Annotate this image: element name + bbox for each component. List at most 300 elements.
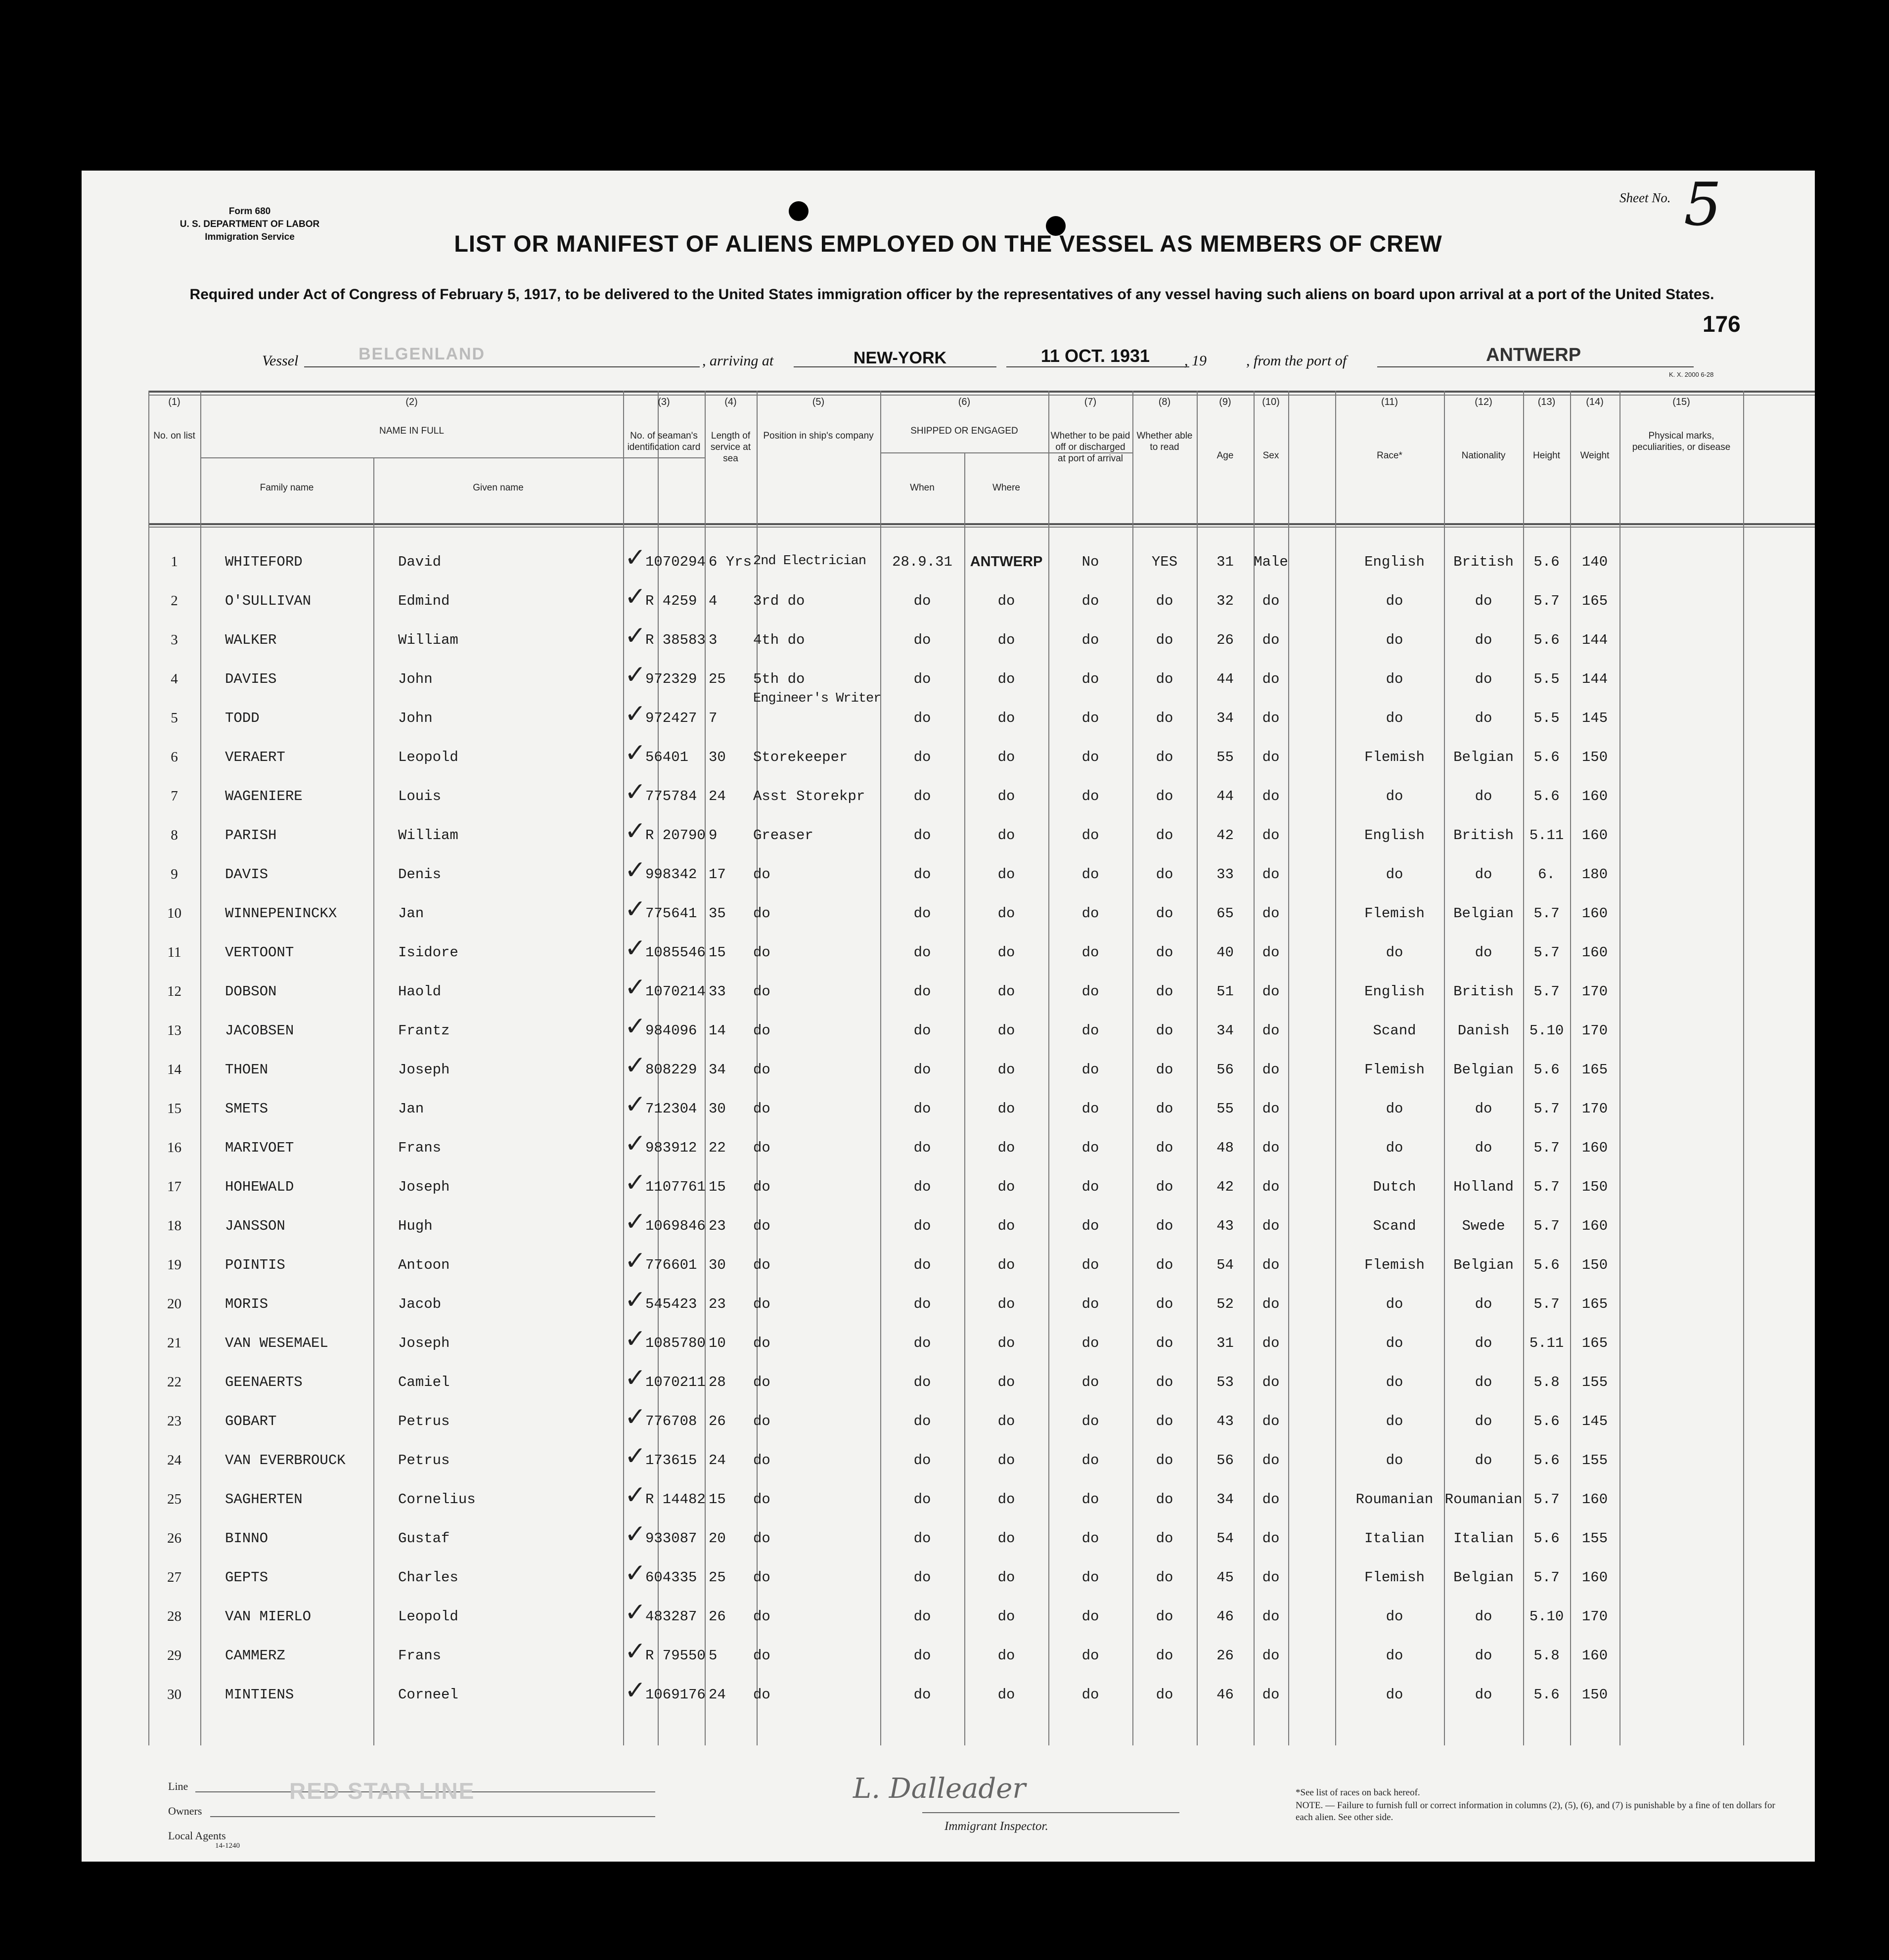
cell-family: BINNO <box>225 1530 269 1547</box>
cell-no: 5 <box>171 710 178 726</box>
cell-sex: do <box>1262 1023 1280 1039</box>
cell-nationality: do <box>1475 593 1492 609</box>
cell-no: 20 <box>167 1296 181 1312</box>
cell-age: 48 <box>1216 1140 1234 1156</box>
cell-weight: 165 <box>1581 1335 1608 1351</box>
cell-age: 31 <box>1216 554 1234 570</box>
cell-family: MORIS <box>225 1296 269 1312</box>
cell-sex: Male <box>1254 554 1288 570</box>
cell-service: 25 <box>709 671 726 687</box>
cell-age: 52 <box>1216 1296 1234 1312</box>
cell-given: Joseph <box>398 1062 450 1078</box>
cell-no: 28 <box>167 1608 181 1624</box>
cell-given: John <box>398 671 433 687</box>
cell-position: do <box>753 1023 770 1039</box>
cell-height: 5.7 <box>1533 593 1560 609</box>
check-mark-icon: ✓ <box>625 543 646 573</box>
cell-position: do <box>753 1335 770 1351</box>
cell-family: DOBSON <box>225 983 277 1000</box>
cell-read: do <box>1156 1101 1173 1117</box>
check-mark-icon: ✓ <box>625 1207 646 1237</box>
column-number: (5) <box>812 397 825 407</box>
cell-service: 23 <box>709 1296 726 1312</box>
cell-card: 1070294 <box>645 554 706 570</box>
local-agents-label: Local Agents <box>168 1829 226 1842</box>
cell-no: 17 <box>167 1179 181 1195</box>
cell-service: 6 Yrs <box>709 554 752 570</box>
cell-when: do <box>913 1374 931 1390</box>
cell-age: 65 <box>1216 905 1234 922</box>
cell-given: Isidore <box>398 944 458 961</box>
cell-where: do <box>997 1101 1015 1117</box>
cell-no: 29 <box>167 1648 181 1663</box>
cell-where: do <box>997 1608 1015 1625</box>
cell-where: do <box>997 1491 1015 1508</box>
cell-no: 6 <box>171 749 178 765</box>
cell-age: 34 <box>1216 710 1234 726</box>
cell-paid: do <box>1081 1648 1099 1664</box>
cell-given: Frans <box>398 1648 442 1664</box>
cell-paid: do <box>1081 866 1099 883</box>
cell-nationality: Belgian <box>1453 1257 1514 1273</box>
cell-race: do <box>1386 788 1403 804</box>
page-title: LIST OR MANIFEST OF ALIENS EMPLOYED ON THE VESSEL AS MEMBERS OF CREW <box>454 230 1442 257</box>
cell-paid: do <box>1081 1374 1099 1390</box>
cell-when: do <box>913 1413 931 1429</box>
cell-service: 23 <box>709 1218 726 1234</box>
cell-age: 42 <box>1216 827 1234 844</box>
cell-card: 1085780 <box>645 1335 706 1351</box>
cell-weight: 160 <box>1581 1491 1608 1508</box>
cell-race: Flemish <box>1364 905 1425 922</box>
cell-card: 972427 <box>645 710 697 726</box>
cell-service: 15 <box>709 944 726 961</box>
cell-when: do <box>913 944 931 961</box>
cell-nationality: Swede <box>1462 1218 1505 1234</box>
cell-weight: 160 <box>1581 788 1608 804</box>
cell-given: Cornelius <box>398 1491 476 1508</box>
cell-service: 7 <box>709 710 718 726</box>
cell-read: do <box>1156 1687 1173 1703</box>
cell-position: do <box>753 1491 770 1508</box>
cell-weight: 165 <box>1581 1296 1608 1312</box>
cell-where: do <box>997 1257 1015 1273</box>
cell-service: 30 <box>709 1101 726 1117</box>
cell-family: GOBART <box>225 1413 277 1429</box>
cell-nationality: do <box>1475 1608 1492 1625</box>
check-mark-icon: ✓ <box>625 1441 646 1471</box>
cell-height: 5.7 <box>1533 1179 1560 1195</box>
cell-service: 9 <box>709 827 718 844</box>
cell-where: do <box>997 905 1015 922</box>
cell-sex: do <box>1262 1218 1280 1234</box>
cell-card: 1070214 <box>645 983 706 1000</box>
cell-paid: do <box>1081 788 1099 804</box>
check-mark-icon: ✓ <box>625 1598 646 1627</box>
cell-age: 44 <box>1216 788 1234 804</box>
cell-nationality: do <box>1475 1648 1492 1664</box>
stamp-number: 176 <box>1703 311 1741 337</box>
cell-where: do <box>997 1374 1015 1390</box>
cell-paid: do <box>1081 1218 1099 1234</box>
cell-race: do <box>1386 1335 1403 1351</box>
cell-height: 5.7 <box>1533 1569 1560 1586</box>
cell-given: Petrus <box>398 1413 450 1429</box>
column-header: SHIPPED OR ENGAGED <box>910 426 1018 436</box>
races-note: *See list of races on back hereof. <box>1296 1787 1420 1798</box>
cell-age: 44 <box>1216 671 1234 687</box>
cell-given: Petrus <box>398 1452 450 1469</box>
vessel-name: BELGENLAND <box>359 345 486 363</box>
cell-when: do <box>913 1062 931 1078</box>
cell-service: 30 <box>709 749 726 765</box>
cell-given: Frantz <box>398 1023 450 1039</box>
column-number: (13) <box>1537 397 1556 407</box>
cell-position: do <box>753 1257 770 1273</box>
cell-family: GEPTS <box>225 1569 269 1586</box>
cell-height: 5.6 <box>1533 1413 1560 1429</box>
from-port-label: , from the port of <box>1246 353 1347 369</box>
column-number: (11) <box>1381 397 1398 407</box>
cell-when: do <box>913 1608 931 1625</box>
cell-height: 5.6 <box>1533 1062 1560 1078</box>
cell-service: 20 <box>709 1530 726 1547</box>
cell-read: do <box>1156 788 1173 804</box>
cell-no: 2 <box>171 593 178 609</box>
cell-card: 1069846 <box>645 1218 706 1234</box>
cell-when: do <box>913 827 931 844</box>
cell-card: 776601 <box>645 1257 697 1273</box>
check-mark-icon: ✓ <box>625 1559 646 1588</box>
cell-no: 16 <box>167 1140 181 1156</box>
cell-given: William <box>398 632 458 648</box>
cell-service: 5 <box>709 1648 718 1664</box>
cell-sex: do <box>1262 1648 1280 1664</box>
cell-sex: do <box>1262 1491 1280 1508</box>
cell-no: 14 <box>167 1062 181 1077</box>
cell-read: do <box>1156 1374 1173 1390</box>
cell-height: 5.7 <box>1533 1218 1560 1234</box>
cell-age: 55 <box>1216 749 1234 765</box>
inspector-label: Immigrant Inspector. <box>944 1820 1048 1833</box>
cell-weight: 150 <box>1581 749 1608 765</box>
cell-read: do <box>1156 1452 1173 1469</box>
cell-paid: do <box>1081 1413 1099 1429</box>
manifest-sheet <box>82 171 1815 1862</box>
cell-height: 5.5 <box>1533 710 1560 726</box>
cell-card: 984096 <box>645 1023 697 1039</box>
cell-family: DAVIS <box>225 866 269 883</box>
cell-paid: do <box>1081 1023 1099 1039</box>
cell-read: do <box>1156 905 1173 922</box>
cell-read: do <box>1156 866 1173 883</box>
cell-no: 8 <box>171 827 178 843</box>
cell-when: do <box>913 1257 931 1273</box>
cell-height: 5.7 <box>1533 983 1560 1000</box>
cell-height: 5.7 <box>1533 1296 1560 1312</box>
cell-weight: 144 <box>1581 632 1608 648</box>
cell-race: Flemish <box>1364 749 1425 765</box>
cell-height: 5.6 <box>1533 632 1560 648</box>
cell-sex: do <box>1262 710 1280 726</box>
cell-service: 30 <box>709 1257 726 1273</box>
cell-race: Flemish <box>1364 1062 1425 1078</box>
cell-no: 22 <box>167 1374 181 1390</box>
cell-position: do <box>753 1608 770 1625</box>
cell-family: THOEN <box>225 1062 269 1078</box>
cell-where: do <box>997 827 1015 844</box>
cell-nationality: do <box>1475 1101 1492 1117</box>
cell-family: VERTOONT <box>225 944 294 961</box>
cell-given: Joseph <box>398 1335 450 1351</box>
cell-service: 35 <box>709 905 726 922</box>
cell-family: MINTIENS <box>225 1687 294 1703</box>
cell-race: English <box>1364 827 1425 844</box>
cell-weight: 145 <box>1581 1413 1608 1429</box>
cell-card: 545423 <box>645 1296 697 1312</box>
cell-read: YES <box>1151 554 1178 570</box>
sheet-label: Sheet No. <box>1619 190 1671 205</box>
cell-no: 21 <box>167 1335 181 1351</box>
cell-position: do <box>753 1179 770 1195</box>
cell-no: 4 <box>171 671 178 687</box>
cell-paid: do <box>1081 1608 1099 1625</box>
cell-service: 24 <box>709 788 726 804</box>
cell-age: 54 <box>1216 1530 1234 1547</box>
cell-race: do <box>1386 1296 1403 1312</box>
cell-position: do <box>753 1569 770 1586</box>
cell-family: TODD <box>225 710 260 726</box>
cell-no: 1 <box>171 554 178 570</box>
cell-position: do <box>753 1413 770 1429</box>
cell-nationality: British <box>1453 983 1514 1000</box>
cell-race: do <box>1386 866 1403 883</box>
inspector-signature: L. Dalleader <box>853 1773 1026 1805</box>
cell-card: 998342 <box>645 866 697 883</box>
cell-when: do <box>913 1648 931 1664</box>
cell-position: do <box>753 944 770 961</box>
check-mark-icon: ✓ <box>625 973 646 1002</box>
cell-paid: do <box>1081 1335 1099 1351</box>
cell-when: do <box>913 1452 931 1469</box>
cell-read: do <box>1156 1218 1173 1234</box>
cell-nationality: do <box>1475 1140 1492 1156</box>
cell-height: 5.6 <box>1533 788 1560 804</box>
check-mark-icon: ✓ <box>625 1168 646 1198</box>
cell-where: do <box>997 983 1015 1000</box>
cell-read: do <box>1156 1140 1173 1156</box>
cell-weight: 150 <box>1581 1687 1608 1703</box>
cell-where: do <box>997 593 1015 609</box>
check-mark-icon: ✓ <box>625 934 646 963</box>
cell-where: do <box>997 866 1015 883</box>
agents-code: 14-1240 <box>215 1842 240 1850</box>
cell-nationality: Holland <box>1453 1179 1514 1195</box>
cell-sex: do <box>1262 1062 1280 1078</box>
cell-paid: do <box>1081 593 1099 609</box>
arriving-label: , arriving at <box>702 353 774 369</box>
column-number: (15) <box>1672 397 1690 407</box>
cell-service: 15 <box>709 1179 726 1195</box>
cell-age: 32 <box>1216 593 1234 609</box>
column-header: Weight <box>1580 450 1610 461</box>
cell-nationality: do <box>1475 632 1492 648</box>
cell-position: 5th do <box>753 671 805 687</box>
cell-no: 27 <box>167 1569 181 1585</box>
cell-family: SMETS <box>225 1101 269 1117</box>
cell-nationality: do <box>1475 671 1492 687</box>
cell-where: do <box>997 749 1015 765</box>
column-number: (6) <box>958 397 971 407</box>
cell-position: Storekeeper <box>753 749 848 765</box>
cell-sex: do <box>1262 788 1280 804</box>
cell-age: 55 <box>1216 1101 1234 1117</box>
cell-given: Corneel <box>398 1687 458 1703</box>
cell-age: 43 <box>1216 1413 1234 1429</box>
cell-paid: do <box>1081 1569 1099 1586</box>
cell-weight: 170 <box>1581 1023 1608 1039</box>
cell-no: 15 <box>167 1101 181 1116</box>
fine-note: NOTE. — Failure to furnish full or correct information in columns (2), (5), (6), and (7) is punishable by a fine of ten dollars for each alien. See other side. <box>1296 1800 1775 1823</box>
cell-paid: do <box>1081 1257 1099 1273</box>
check-mark-icon: ✓ <box>625 1519 646 1549</box>
cell-position: 2nd Electrician <box>753 554 866 569</box>
column-header: Race* <box>1377 450 1402 461</box>
cell-race: do <box>1386 1413 1403 1429</box>
cell-given: Hugh <box>398 1218 433 1234</box>
cell-weight: 144 <box>1581 671 1608 687</box>
cell-when: do <box>913 1296 931 1312</box>
cell-given: Edmind <box>398 593 450 609</box>
cell-nationality: British <box>1453 554 1514 570</box>
cell-sex: do <box>1262 1530 1280 1547</box>
cell-paid: do <box>1081 944 1099 961</box>
cell-height: 5.6 <box>1533 1530 1560 1547</box>
cell-paid: do <box>1081 710 1099 726</box>
cell-when: do <box>913 788 931 804</box>
cell-height: 5.8 <box>1533 1648 1560 1664</box>
cell-nationality: Belgian <box>1453 749 1514 765</box>
cell-family: JANSSON <box>225 1218 285 1234</box>
cell-position: 3rd do <box>753 593 805 609</box>
column-header: Whether to be paid off or discharged at port of arrival <box>1050 431 1130 464</box>
cell-paid: do <box>1081 632 1099 648</box>
cell-no: 3 <box>171 632 178 648</box>
cell-race: do <box>1386 1687 1403 1703</box>
check-mark-icon: ✓ <box>625 738 646 768</box>
cell-sex: do <box>1262 593 1280 609</box>
cell-no: 7 <box>171 788 178 804</box>
cell-read: do <box>1156 1491 1173 1508</box>
cell-given: Charles <box>398 1569 458 1586</box>
cell-position: do <box>753 1140 770 1156</box>
cell-sex: do <box>1262 827 1280 844</box>
cell-given: Gustaf <box>398 1530 450 1547</box>
cell-weight: 145 <box>1581 710 1608 726</box>
cell-weight: 155 <box>1581 1374 1608 1390</box>
cell-nationality: do <box>1475 788 1492 804</box>
cell-where: do <box>997 1452 1015 1469</box>
cell-family: JACOBSEN <box>225 1023 294 1039</box>
cell-age: 46 <box>1216 1687 1234 1703</box>
cell-nationality: Roumanian <box>1444 1491 1523 1508</box>
cell-nationality: Belgian <box>1453 1062 1514 1078</box>
cell-read: do <box>1156 827 1173 844</box>
cell-age: 34 <box>1216 1023 1234 1039</box>
cell-card: 775641 <box>645 905 697 922</box>
cell-service: 17 <box>709 866 726 883</box>
cell-given: Jan <box>398 1101 424 1117</box>
cell-weight: 155 <box>1581 1530 1608 1547</box>
cell-weight: 150 <box>1581 1179 1608 1195</box>
line-label: Line <box>168 1780 188 1792</box>
cell-height: 5.10 <box>1529 1608 1564 1625</box>
cell-height: 5.7 <box>1533 1491 1560 1508</box>
cell-given: Jan <box>398 905 424 922</box>
cell-service: 24 <box>709 1452 726 1469</box>
column-number: (7) <box>1084 397 1097 407</box>
cell-read: do <box>1156 1569 1173 1586</box>
cell-weight: 170 <box>1581 1608 1608 1625</box>
check-mark-icon: ✓ <box>625 1324 646 1354</box>
column-header: Length of service at sea <box>710 431 751 464</box>
column-header: Height <box>1533 450 1560 461</box>
cell-height: 5.11 <box>1529 827 1564 844</box>
cell-nationality: do <box>1475 866 1492 883</box>
cell-when: do <box>913 1101 931 1117</box>
cell-age: 51 <box>1216 983 1234 1000</box>
check-mark-icon: ✓ <box>625 855 646 885</box>
check-mark-icon: ✓ <box>625 1246 646 1276</box>
cell-weight: 170 <box>1581 1101 1608 1117</box>
cell-race: do <box>1386 593 1403 609</box>
cell-read: do <box>1156 1413 1173 1429</box>
cell-card: 483287 <box>645 1608 697 1625</box>
print-code: K. X. 2000 6-28 <box>1669 371 1714 378</box>
cell-paid: do <box>1081 1491 1099 1508</box>
column-header: Whether able to read <box>1136 431 1193 452</box>
cell-when: do <box>913 1491 931 1508</box>
cell-nationality: do <box>1475 1452 1492 1469</box>
cell-when: do <box>913 1335 931 1351</box>
check-mark-icon: ✓ <box>625 621 646 651</box>
column-subheader: Family name <box>260 483 314 493</box>
cell-read: do <box>1156 710 1173 726</box>
cell-position: do <box>753 1687 770 1703</box>
cell-where: do <box>997 1296 1015 1312</box>
cell-card: 972329 <box>645 671 697 687</box>
cell-where: do <box>997 788 1015 804</box>
cell-nationality: Italian <box>1453 1530 1514 1547</box>
cell-where: ANTWERP <box>970 554 1043 570</box>
cell-nationality: Belgian <box>1453 1569 1514 1586</box>
cell-when: do <box>913 671 931 687</box>
cell-given: Frans <box>398 1140 442 1156</box>
cell-when: do <box>913 593 931 609</box>
cell-height: 5.7 <box>1533 1101 1560 1117</box>
cell-weight: 165 <box>1581 1062 1608 1078</box>
cell-given: Louis <box>398 788 442 804</box>
cell-family: VERAERT <box>225 749 285 765</box>
cell-position: do <box>753 1101 770 1117</box>
cell-when: 28.9.31 <box>892 554 952 570</box>
cell-when: do <box>913 983 931 1000</box>
cell-when: do <box>913 1140 931 1156</box>
cell-height: 6. <box>1538 866 1555 883</box>
cell-given: Leopold <box>398 749 458 765</box>
cell-position: do <box>753 1452 770 1469</box>
cell-position: do <box>753 905 770 922</box>
